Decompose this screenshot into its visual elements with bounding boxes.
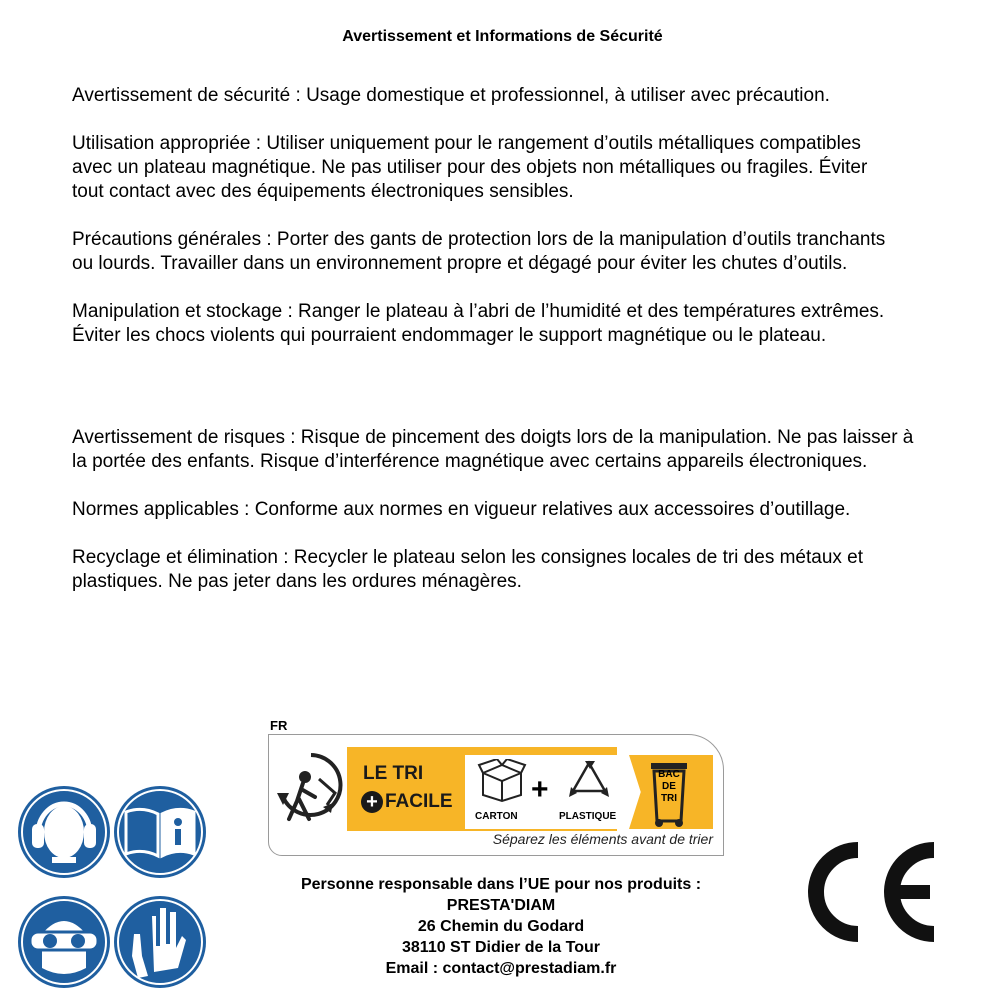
facile-label: FACILE [385,791,453,812]
separate-note: Séparez les éléments avant de trier [492,831,713,847]
materials-plus: + [531,773,549,806]
risk-warning-text: Avertissement de risques : Risque de pincement des doigts lors de la manipulation. Ne pas laisser à la portée des enfants. Risque d’interférence magnétique avec certains appareils électroniques. [72,427,914,472]
responsible-heading: Personne responsable dans l’UE pour nos produits : [300,876,702,893]
bin-text-tri: TRI [660,793,678,804]
country-code: FR [270,718,288,733]
safety-warning-text: Avertissement de sécurité : Usage domestique et professionnel, à utiliser avec précaution. [72,85,830,106]
city-address: 38110 ST Didier de la Tour [402,939,600,956]
general-precautions-text: Précautions générales : Porter des gants de protection lors de la manipulation d’outils tranchants ou lourds. Travailler dans un environnement propre et dégagé pour éviter les chutes d’outils. [72,229,886,274]
handling-storage-text: Manipulation et stockage : Ranger le plateau à l’abri de l’humidité et des températures extrêmes. Éviter les chocs violents qui pourraient endommager le support magnétique ou le plateau. [72,301,885,346]
responsible-person [250,874,752,979]
bin-text-de: DE [662,781,676,792]
bin-text-bac: BAC [658,769,680,780]
plastic-recycle-icon [565,759,613,805]
plus-icon: + [361,791,383,813]
appropriate-use-text: Utilisation appropriée : Utiliser uniquement pour le rangement d’outils métalliques compatibles avec un plateau magnétique. Ne pas utiliser pour des objets non métalliques ou fragiles. Éviter tout contact avec des équipements électroniques sensibles. [72,133,868,202]
applicable-standards-text: Normes applicables : Conforme aux normes en vigueur relatives aux accessoires d’outillage. [72,499,851,520]
recycling-label-frame [268,734,724,856]
email-address: Email : contact@prestadiam.fr [385,960,617,977]
recycling-text: Recyclage et élimination : Recycler le plateau selon les consignes locales de tri des métaux et plastiques. Ne pas jeter dans les ordures ménagères. [72,547,864,592]
street-address: 26 Chemin du Godard [417,918,585,935]
le-tri-label: LE TRI [363,763,424,784]
read-manual-icon [112,784,208,880]
ce-mark [796,840,940,944]
bac-de-tri-label [654,757,684,815]
ear-protection-icon [16,784,112,880]
eye-protection-icon [16,894,112,990]
carton-label: CARTON [475,811,518,822]
document-title: Avertissement et Informations de Sécurité [342,28,663,45]
company-name: PRESTA'DIAM [446,897,556,914]
gloves-icon [112,894,208,990]
carton-icon [477,759,527,803]
recycling-label [268,716,728,861]
triman-icon [275,749,347,829]
plastique-label: PLASTIQUE [559,811,617,822]
